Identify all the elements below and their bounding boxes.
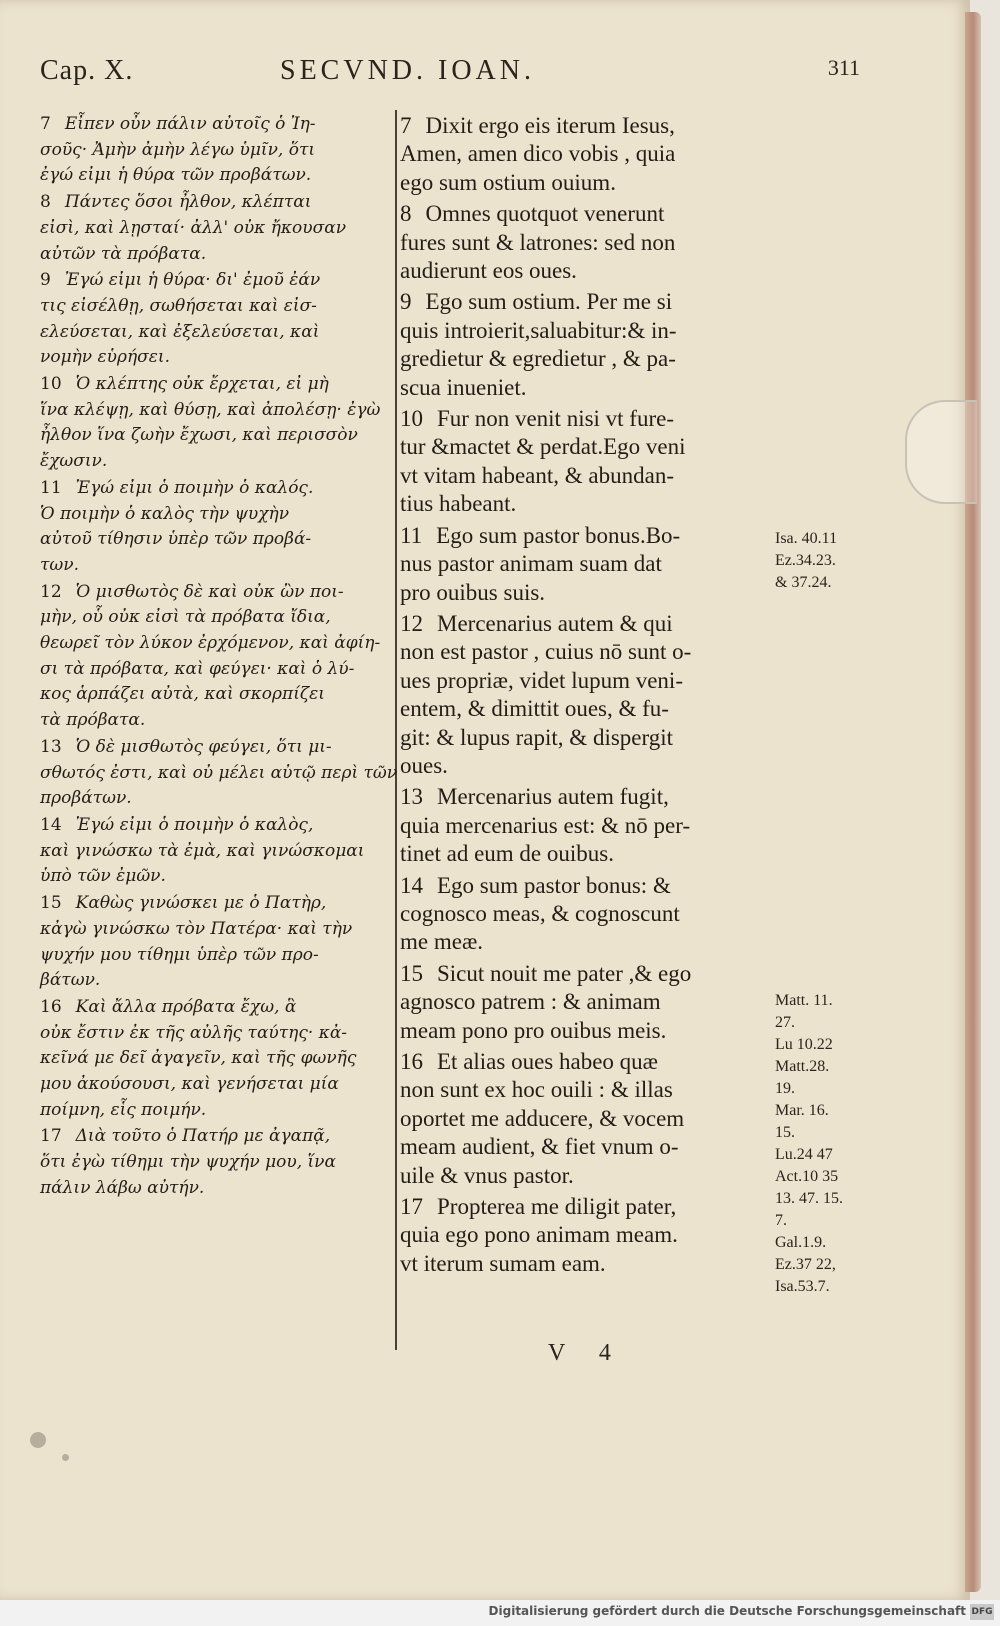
latin-verse [400, 522, 770, 607]
latin-verse-line [400, 374, 770, 402]
verse-text: σοῦς· Ἀμὴν ἀμὴν λέγω ὑμῖν, ὅτι [40, 139, 316, 160]
greek-verse-line [40, 320, 390, 346]
verse-text: σι τὰ πρόβατα, καὶ φεύγει· καὶ ὁ λύ- [40, 658, 355, 679]
latin-verse-line [400, 1105, 770, 1133]
verse-text: Ὁ μισθωτὸς δὲ καὶ οὐκ ὢν ποι- [75, 581, 344, 602]
verse-text: oues. [400, 752, 448, 778]
margin-references [775, 528, 865, 1298]
latin-verse-line [400, 169, 770, 197]
greek-verse-line [40, 1150, 390, 1176]
verse-text: non est pastor , cuius nō sunt o- [400, 639, 692, 665]
verse-text: ἔχωσιν. [40, 451, 108, 472]
page-number: 311 [827, 55, 860, 80]
greek-verse-line [40, 968, 390, 994]
latin-verse [400, 1193, 770, 1278]
verse-text: Διὰ τοῦτο ὁ Πατήρ με ἀγαπᾷ, [75, 1126, 331, 1147]
verse-text: Omnes quotquot venerunt [425, 201, 665, 227]
latin-verse-line [400, 638, 770, 666]
verse-text: ποίμνη, εἷς ποιμήν. [40, 1099, 207, 1120]
verse-text: vt iterum sumam eam. [400, 1250, 606, 1276]
greek-verse-line [40, 682, 390, 708]
verse-text: Fur non venit nisi vt fure- [437, 406, 674, 432]
verse-text: vt vitam habeant, & abundan- [400, 462, 675, 488]
latin-verse-line [400, 579, 770, 607]
greek-verse-line [40, 138, 390, 164]
greek-verse-line [40, 527, 390, 553]
verse-text: οὐκ ἔστιν ἐκ τῆς αὐλῆς ταύτης· κἀ- [40, 1022, 348, 1043]
verse-text: Ὁ ποιμὴν ὁ καλὸς τὴν ψυχὴν [40, 503, 290, 524]
margin-note [775, 638, 865, 660]
latin-verse [400, 112, 770, 197]
margin-note [775, 748, 865, 770]
greek-verse-line [40, 1098, 390, 1124]
greek-verse-line [40, 1176, 390, 1202]
verse-text: agnosco patrem : & animam [400, 989, 661, 1015]
greek-verse-line [40, 502, 390, 528]
margin-note: Mar. 16. [775, 1102, 829, 1119]
greek-verse [40, 891, 390, 994]
verse-number: 13 [400, 784, 423, 810]
greek-verse-line [40, 864, 390, 890]
margin-note [775, 616, 865, 638]
latin-verse-line [400, 752, 770, 780]
running-header [40, 55, 860, 95]
verse-number: 8 [40, 192, 51, 213]
dfg-logo-icon: DFG [970, 1604, 994, 1620]
verse-text: ἐγώ εἰμι ἡ θύρα τῶν προβάτων. [40, 165, 312, 186]
verse-text: Mercenarius autem & qui [437, 610, 673, 636]
verse-text: Ὁ δὲ μισθωτὸς φεύγει, ὅτι μι- [75, 736, 332, 757]
greek-verse [40, 735, 398, 812]
greek-verse-line [40, 735, 390, 761]
greek-verse-line [40, 1124, 390, 1150]
margin-note [775, 902, 865, 924]
verse-number: 9 [400, 289, 412, 315]
margin-note: 13. 47. 15. [775, 1190, 843, 1207]
greek-verse-line [40, 917, 390, 943]
latin-verse-line [400, 988, 770, 1016]
verse-text: Sicut nouit me pater ,& ego [437, 960, 692, 986]
verse-text: cognosco meas, & cognoscunt [400, 900, 680, 926]
verse-text: Ego sum pastor bonus.Bo- [436, 522, 681, 548]
verse-text: αὐτοῦ τίθησιν ὑπὲρ τῶν προβά- [40, 529, 312, 550]
verse-number: 8 [400, 201, 412, 227]
page-edge [965, 12, 981, 1592]
verse-text: αὐτῶν τὰ πρόβατα. [40, 243, 207, 264]
verse-number: 10 [40, 374, 62, 395]
verse-text: κεῖνά με δεῖ ἀγαγεῖν, καὶ τῆς φωνῆς [40, 1048, 357, 1069]
verse-text: uile & vnus pastor. [400, 1162, 574, 1188]
verse-text: gredietur & egredietur , & pa- [400, 346, 676, 372]
verse-text: ego sum ostium ouium. [400, 169, 616, 195]
greek-verse-line [40, 1072, 390, 1098]
greek-verse-line [40, 398, 390, 424]
greek-verse [40, 372, 390, 475]
latin-verse [400, 200, 770, 285]
margin-note: Isa.53.7. [775, 1278, 830, 1295]
verse-text: Ego sum pastor bonus: & [437, 872, 671, 898]
verse-text: entem, & dimittit oues, & fu- [400, 696, 669, 722]
verse-text: νομὴν εὑρήσει. [40, 347, 170, 368]
verse-number: 10 [400, 406, 423, 432]
greek-verse-line [40, 995, 390, 1021]
greek-verse-line [40, 112, 390, 138]
verse-number: 12 [400, 610, 423, 636]
verse-number: 15 [40, 893, 62, 914]
verse-text: εἰσὶ, καὶ λῃσταί· ἀλλ' οὐκ ἤκουσαν [40, 217, 347, 238]
verse-text: quia ego pono animam meam. [400, 1222, 678, 1248]
chapter-label: Cap. X. [40, 55, 134, 86]
greek-verse-line [40, 449, 390, 475]
latin-verse [400, 783, 770, 868]
greek-verse-line [40, 605, 390, 631]
margin-note: Lu 10.22 [775, 1036, 833, 1053]
latin-verse-line [400, 490, 770, 518]
greek-verse-line [40, 345, 390, 371]
greek-verse-line [40, 631, 390, 657]
margin-note: Gal.1.9. [775, 1234, 827, 1251]
margin-note [775, 770, 865, 792]
greek-verse-line [40, 268, 390, 294]
margin-note: Ez.37 22, [775, 1256, 836, 1273]
verse-text: Dixit ergo eis iterum Iesus, [425, 113, 675, 138]
verse-text: Ego sum ostium. Per me si [425, 289, 673, 315]
verse-text: ὅτι ἐγὼ τίθημι τὴν ψυχήν μου, ἵνα [40, 1152, 336, 1173]
latin-verse-line [400, 433, 770, 461]
margin-note [775, 704, 865, 726]
verse-number: 7 [400, 113, 412, 138]
verse-text: git: & lupus rapit, & dispergit [400, 724, 674, 750]
margin-note [775, 968, 865, 990]
verse-text: tinet ad eum de ouibus. [400, 841, 614, 867]
verse-text: ues propriæ, videt lupum veni- [400, 667, 683, 693]
verse-number: 17 [40, 1126, 62, 1147]
verse-number: 14 [400, 872, 423, 898]
margin-note: Matt. 11. [775, 992, 833, 1009]
verse-text: fures sunt & latrones: sed non [400, 229, 676, 255]
verse-text: ὑπὸ τῶν ἐμῶν. [40, 866, 166, 887]
greek-verse-line [40, 216, 390, 242]
latin-verse [400, 405, 770, 519]
greek-verse-line [40, 476, 390, 502]
verse-text: quis introierit,saluabitur:& in- [400, 317, 677, 343]
verse-text: me meæ. [400, 929, 484, 955]
margin-note [775, 880, 865, 902]
margin-note: Ez.34.23. [775, 552, 836, 569]
verse-number: 16 [400, 1049, 423, 1074]
latin-verse-line [400, 872, 770, 900]
verse-text: scua inueniet. [400, 374, 527, 400]
greek-verse-line [40, 553, 390, 579]
margin-note: Isa. 40.11 [775, 530, 838, 547]
verse-text: ψυχήν μου τίθημι ὑπὲρ τῶν προ- [40, 944, 319, 965]
latin-verse-line [400, 550, 770, 578]
verse-text: σθωτός ἐστι, καὶ οὐ μέλει αὐτῷ περὶ τῶν [40, 762, 398, 783]
greek-verse-line [40, 786, 390, 812]
margin-note [775, 682, 865, 704]
verse-text: oportet me adducere, & vocem [400, 1105, 685, 1131]
latin-verse [400, 872, 770, 957]
verse-text: nus pastor animam suam dat [400, 551, 662, 577]
greek-verse [40, 112, 390, 189]
verse-text: καὶ γινώσκω τὰ ἐμὰ, καὶ γινώσκομαι [40, 840, 365, 861]
verse-text: ἵνα κλέψῃ, καὶ θύσῃ, καὶ ἀπολέσῃ· ἐγὼ [40, 399, 381, 420]
greek-verse-line [40, 1046, 390, 1072]
verse-text: Et alias oues habeo quæ [437, 1049, 659, 1074]
column-divider [395, 110, 397, 1350]
latin-verse-line [400, 695, 770, 723]
latin-verse-line [400, 405, 770, 433]
verse-text: pro ouibus suis. [400, 579, 546, 605]
margin-note [775, 946, 865, 968]
verse-text: meam audient, & fiet vnum o- [400, 1134, 679, 1160]
verse-number: 13 [40, 736, 62, 757]
margin-note: 19. [775, 1080, 795, 1097]
verse-text: τὰ πρόβατα. [40, 710, 146, 731]
margin-note [775, 726, 865, 748]
greek-verse-line [40, 423, 390, 449]
verse-text: tius habeant. [400, 491, 517, 517]
latin-verse-line [400, 1221, 770, 1249]
verse-text: Καὶ ἄλλα πρόβατα ἔχω, ἃ [75, 996, 297, 1017]
greek-verse-line [40, 813, 390, 839]
latin-verse-line [400, 112, 770, 140]
greek-verse-line [40, 657, 390, 683]
margin-note: Lu.24 47 [775, 1146, 833, 1163]
greek-verse-line [40, 943, 390, 969]
greek-verse-line [40, 580, 390, 606]
greek-verse [40, 268, 390, 371]
latin-verse-line [400, 667, 770, 695]
latin-verse-line [400, 1133, 770, 1161]
margin-note [775, 836, 865, 858]
signature-mark: V 4 [548, 1340, 625, 1366]
ink-spot [30, 1432, 46, 1448]
greek-verse [40, 190, 390, 267]
verse-text: μὴν, οὗ οὐκ εἰσὶ τὰ πρόβατα ἴδια, [40, 607, 331, 628]
latin-verse-line [400, 724, 770, 752]
margin-note: 27. [775, 1014, 795, 1031]
margin-note: & 37.24. [775, 574, 832, 591]
margin-note [775, 660, 865, 682]
verse-text: audierunt eos oues. [400, 258, 577, 284]
verse-number: 9 [40, 270, 51, 291]
verse-number: 17 [400, 1194, 423, 1220]
latin-verse-line [400, 960, 770, 988]
latin-verse [400, 960, 770, 1045]
greek-verse-line [40, 372, 390, 398]
latin-verse-line [400, 783, 770, 811]
verse-text: Mercenarius autem fugit, [437, 784, 669, 810]
greek-verse [40, 580, 390, 734]
verse-text: βάτων. [40, 970, 101, 991]
greek-verse-line [40, 891, 390, 917]
latin-verse-line [400, 200, 770, 228]
footer-credit: Digitalisierung gefördert durch die Deutsche Forschungsgemeinschaft [488, 1604, 966, 1618]
verse-text: πάλιν λάβω αὐτήν. [40, 1177, 205, 1198]
page-fold [905, 400, 977, 504]
verse-text: τις εἰσέλθῃ, σωθήσεται καὶ εἰσ- [40, 295, 317, 316]
margin-note [775, 858, 865, 880]
latin-column [400, 112, 770, 1281]
verse-text: Ἐγώ εἰμι ἡ θύρα· δι' ἐμοῦ ἐάν [64, 270, 321, 291]
verse-text: quia mercenarius est: & nō per- [400, 812, 691, 838]
latin-verse-line [400, 229, 770, 257]
verse-text: Ἐγώ εἰμι ὁ ποιμὴν ὁ καλός. [75, 477, 314, 498]
latin-verse-line [400, 1048, 770, 1076]
verse-number: 11 [400, 522, 423, 548]
margin-note: Matt.28. [775, 1058, 830, 1075]
verse-text: non sunt ex hoc ouili : & illas [400, 1077, 673, 1103]
greek-verse [40, 813, 390, 890]
latin-verse-line [400, 1250, 770, 1278]
latin-verse-line [400, 1162, 770, 1190]
latin-verse-line [400, 1076, 770, 1104]
verse-text: Εἶπεν οὖν πάλιν αὐτοῖς ὁ Ἰη- [64, 114, 316, 134]
latin-verse-line [400, 317, 770, 345]
latin-verse-line [400, 288, 770, 316]
greek-verse-line [40, 163, 390, 189]
verse-text: θεωρεῖ τὸν λύκον ἐρχόμενον, καὶ ἀφίη- [40, 633, 381, 654]
verse-text: Ἐγώ εἰμι ὁ ποιμὴν ὁ καλὸς, [75, 814, 314, 835]
greek-verse [40, 476, 390, 579]
verse-text: Ὁ κλέπτης οὐκ ἔρχεται, εἰ μὴ [75, 374, 329, 395]
latin-verse-line [400, 1017, 770, 1045]
latin-verse-line [400, 522, 770, 550]
greek-verse-line [40, 190, 390, 216]
verse-text: ελεύσεται, καὶ ἐξελεύσεται, καὶ [40, 321, 320, 342]
latin-verse-line [400, 345, 770, 373]
latin-verse [400, 610, 770, 780]
verse-text: κἀγὼ γινώσκω τὸν Πατέρα· καὶ τὴν [40, 918, 353, 939]
greek-verse-line [40, 242, 390, 268]
greek-verse [40, 1124, 390, 1201]
verse-text: Καθὼς γινώσκει με ὁ Πατὴρ, [75, 893, 327, 914]
greek-verse-line [40, 761, 398, 787]
margin-note [775, 594, 865, 616]
latin-verse-line [400, 140, 770, 168]
margin-note: Act.10 35 [775, 1168, 839, 1185]
latin-verse-line [400, 257, 770, 285]
latin-verse-line [400, 462, 770, 490]
verse-text: tur &mactet & perdat.Ego veni [400, 434, 686, 460]
latin-verse-line [400, 928, 770, 956]
margin-note [775, 924, 865, 946]
greek-verse [40, 995, 390, 1124]
latin-verse-line [400, 1193, 770, 1221]
verse-number: 16 [40, 996, 62, 1017]
latin-verse [400, 1048, 770, 1190]
verse-number: 14 [40, 814, 62, 835]
verse-text: κος ἁρπάζει αὐτὰ, καὶ σκορπίζει [40, 684, 325, 705]
greek-verse-line [40, 1021, 390, 1047]
greek-column [40, 112, 398, 1203]
margin-note [775, 792, 865, 814]
latin-verse-line [400, 610, 770, 638]
verse-text: προβάτων. [40, 788, 132, 809]
verse-number: 15 [400, 960, 423, 986]
verse-number: 7 [40, 114, 51, 134]
verse-text: των. [40, 554, 80, 575]
verse-text: μου ἀκούσουσι, καὶ γενήσεται μία [40, 1074, 339, 1095]
greek-verse-line [40, 839, 390, 865]
latin-verse-line [400, 812, 770, 840]
footer-bar [0, 1600, 1000, 1626]
verse-number: 12 [40, 581, 62, 602]
latin-verse-line [400, 840, 770, 868]
greek-verse-line [40, 708, 390, 734]
latin-verse [400, 288, 770, 402]
margin-note [775, 814, 865, 836]
verse-text: ἦλθον ἵνα ζωὴν ἔχωσι, καὶ περισσὸν [40, 425, 358, 446]
margin-note: 15. [775, 1124, 795, 1141]
ink-spot [62, 1454, 69, 1461]
verse-number: 11 [40, 477, 62, 498]
verse-text: Amen, amen dico vobis , quia [400, 141, 676, 167]
running-title: SECVND. IOAN. [280, 55, 535, 86]
greek-verse-line [40, 294, 390, 320]
verse-text: Πάντες ὅσοι ἦλθον, κλέπται [64, 192, 312, 213]
verse-text: meam pono pro ouibus meis. [400, 1017, 667, 1043]
latin-verse-line [400, 900, 770, 928]
margin-note: 7. [775, 1212, 787, 1229]
verse-text: Propterea me diligit pater, [437, 1194, 677, 1220]
